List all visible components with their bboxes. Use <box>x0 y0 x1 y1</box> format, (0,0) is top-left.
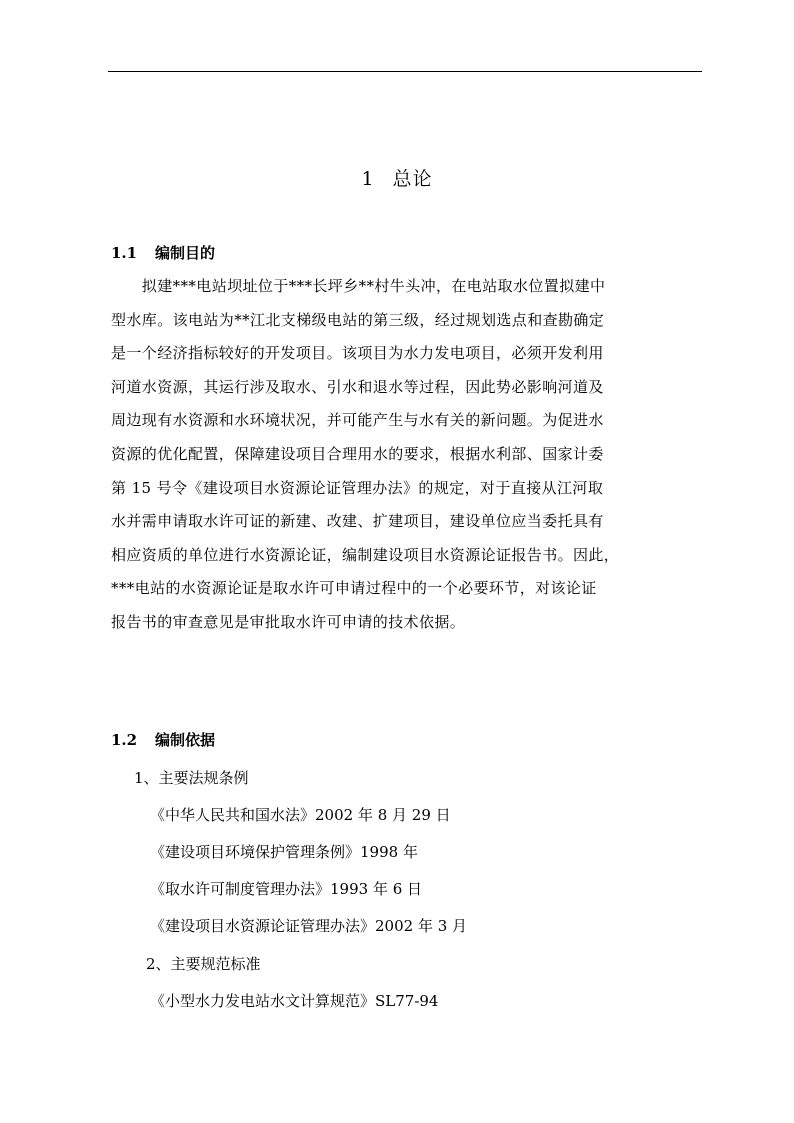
paragraph-line: 型水库。该电站为**江北支梯级电站的第三级，经过规划选点和查勘确定 <box>111 310 605 329</box>
paragraph-line: 报告书的审查意见是审批取水许可申请的技术依据。 <box>111 612 466 631</box>
paragraph-line: 河道水资源，其运行涉及取水、引水和退水等过程，因此势必影响河道及 <box>111 377 604 396</box>
list-item: 《建设项目水资源论证管理办法》2002 年 3 月 <box>150 917 468 935</box>
list-item: 《建设项目环境保护管理条例》1998 年 <box>150 843 418 861</box>
section-number: 1.2 <box>111 731 138 749</box>
paragraph-line: 周边现有水资源和水环境状况，并可能产生与水有关的新问题。为促进水 <box>111 411 604 430</box>
list-item: 《小型水力发电站水文计算规范》SL77-94 <box>150 992 439 1010</box>
paragraph-line: 相应资质的单位进行水资源论证，编制建设项目水资源论证报告书。因此， <box>111 545 620 564</box>
section-number: 1.1 <box>111 244 138 262</box>
list-item: 《取水许可制度管理办法》1993 年 6 日 <box>150 880 423 898</box>
paragraph-line: 资源的优化配置，保障建设项目合理用水的要求，根据水利部、国家计委 <box>111 444 604 463</box>
section-heading-1-1 <box>111 242 215 263</box>
chapter-title <box>0 164 794 191</box>
paragraph-line: 第 15 号令《建设项目水资源论证管理办法》的规定，对于直接从江河取 <box>111 478 604 497</box>
paragraph-line: 是一个经济指标较好的开发项目。该项目为水力发电项目，必须开发利用 <box>111 344 604 363</box>
section-1-1-paragraph <box>111 270 711 640</box>
section-title: 编制依据 <box>155 731 216 749</box>
paragraph-line: ***电站的水资源论证是取水许可申请过程中的一个必要环节，对该论证 <box>111 579 597 598</box>
chapter-number: 1 <box>361 168 375 190</box>
section-title: 编制目的 <box>155 244 216 262</box>
header-rule <box>108 71 702 72</box>
paragraph-line: 拟建***电站坝址位于***长坪乡**村牛头冲，在电站取水位置拟建中 <box>111 277 606 295</box>
chapter-title-text: 总论 <box>392 168 433 190</box>
list-heading-regulations: 1、主要法规条例 <box>134 769 249 787</box>
paragraph-line: 水并需申请取水许可证的新建、改建、扩建项目，建设单位应当委托具有 <box>111 512 604 531</box>
list-heading-standards: 2、主要规范标准 <box>146 955 261 973</box>
section-heading-1-2 <box>111 729 215 750</box>
list-item: 《中华人民共和国水法》2002 年 8 月 29 日 <box>150 806 451 824</box>
